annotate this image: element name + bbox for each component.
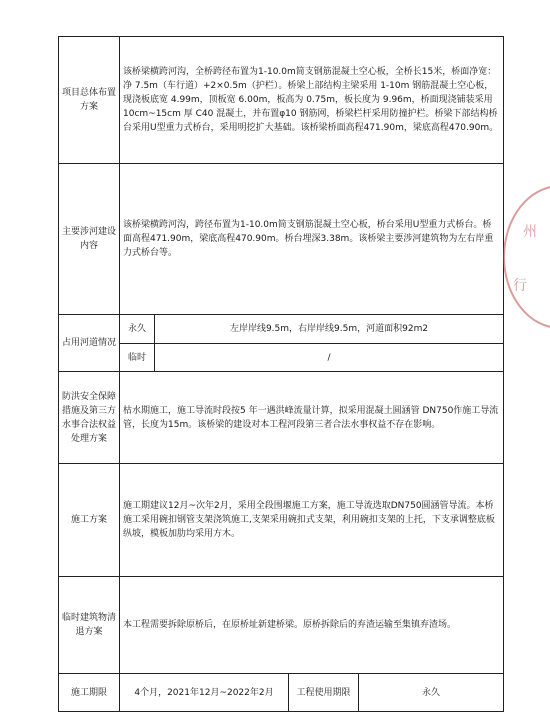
seal-char: 行 xyxy=(513,278,527,294)
value-permanent: 左岸岸线9.5m，右岸岸线9.5m，河道面积92m2 xyxy=(155,315,504,344)
content-construction-plan: 施工期建议12月~次年2月，采用全段围堰施工方案，施工导流选取DN750圆涵管导流。本桥施工采用碗扣钢管支架浇筑施工,支架采用碗扣式支架，利用碗扣支架的上托，下支承调整底板纵坡，模板加肋均采用方木。 xyxy=(120,464,504,577)
table-row xyxy=(59,164,504,315)
value-construction-period: 4个月，2021年12月~2022年2月 xyxy=(120,674,289,712)
table-row xyxy=(59,674,504,712)
content-flood-safety: 枯水期施工，施工导流时段按5 年一遇洪峰流量计算，拟采用混凝土圆涵管 DN750作施工导流管，长度为15m。该桥梁的建设对本工程河段第三者合法水事权益不存在影响。 xyxy=(120,372,504,464)
value-temporary: / xyxy=(155,344,504,372)
label-construction-period: 施工期限 xyxy=(59,674,120,712)
label-temp-building-removal: 临时建筑物清退方案 xyxy=(59,577,120,674)
table-row xyxy=(59,37,504,164)
table-row xyxy=(59,344,504,372)
project-info-table xyxy=(58,36,504,712)
value-usage-period: 永久 xyxy=(359,674,504,712)
label-permanent: 永久 xyxy=(120,315,155,344)
content-overall-layout: 该桥梁横跨河沟，全桥跨径布置为1-10.0m简支钢筋混凝土空心板，全桥长15米，桥面净宽：净 7.5m（车行道）+2×0.5m（护栏）。桥梁上部结构主梁采用 1-10m 钢筋混凝土空心板，现浇板底宽 4.99m，顶板宽 6.00m，板高为 0.75m，板长度为 9.96m，桥面现浇铺装采用 10cm~15cm 厚 C40 混凝土，并布置φ10 钢筋网，桥梁栏杆采用防撞护栏。桥梁下部结构桥台采用U型重力式桥台，采用明挖扩大基础。该桥梁桥面高程471.90m，梁底高程470.90m。 xyxy=(120,37,504,164)
label-construction-plan: 施工方案 xyxy=(59,464,120,577)
table-row xyxy=(59,577,504,674)
table-row xyxy=(59,315,504,344)
label-temporary: 临时 xyxy=(120,344,155,372)
content-temp-building-removal: 本工程需要拆除原桥后，在原桥址新建桥梁。原桥拆除后的弃渣运输至集镇弃渣场。 xyxy=(120,577,504,674)
official-seal xyxy=(503,185,550,329)
label-flood-safety: 防洪安全保障措施及第三方水事合法权益处理方案 xyxy=(59,372,120,464)
table-row xyxy=(59,372,504,464)
label-usage-period: 工程使用期限 xyxy=(289,674,359,712)
content-river-construction: 该桥梁横跨河沟，跨径布置为1-10.0m简支钢筋混凝土空心板，桥台采用U型重力式桥台。桥面高程471.90m，梁底高程470.90m。桥台埋深3.38m。该桥梁主要涉河建筑物为左右岸重力式桥台等。 xyxy=(120,164,504,315)
table-row xyxy=(59,464,504,577)
label-overall-layout: 项目总体布置方案 xyxy=(59,37,120,164)
label-river-occupation: 占用河道情况 xyxy=(59,315,120,372)
seal-char: 州 xyxy=(523,224,537,240)
label-river-construction: 主要涉河建设内容 xyxy=(59,164,120,315)
